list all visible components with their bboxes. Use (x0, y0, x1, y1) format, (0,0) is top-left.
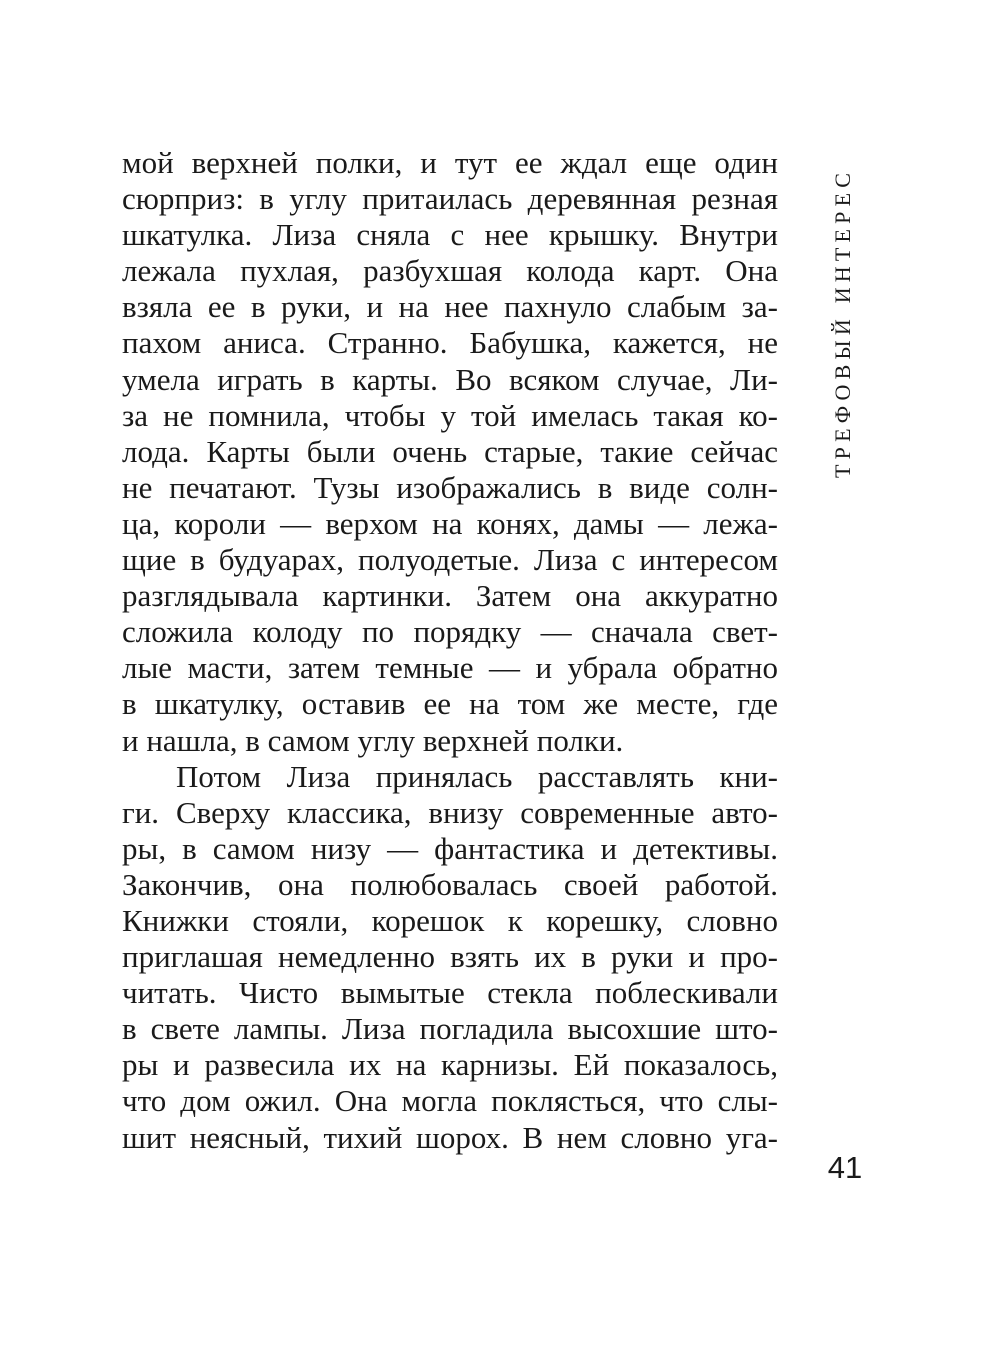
text-line: Закончив, она полюбовалась своей работой. (122, 866, 778, 902)
text-line: лода. Карты были очень старые, такие сейчас (122, 433, 778, 469)
body-text (122, 145, 778, 1156)
text-line: ги. Сверху классика, внизу современные авто- (122, 794, 778, 830)
text-line: шит неясный, тихий шорох. В нем словно уга- (122, 1119, 778, 1155)
text-line: в шкатулку, оставив ее на том же месте, где (122, 686, 778, 722)
text-line: ры, в самом низу — фантастика и детективы. (122, 830, 778, 866)
text-line: сложила колоду по порядку — сначала свет- (122, 614, 778, 650)
text-line: ца, короли — верхом на конях, дамы — лежа- (122, 505, 778, 541)
text-line: шкатулка. Лиза сняла с нее крышку. Внутри (122, 217, 778, 253)
text-line: разглядывала картинки. Затем она аккуратно (122, 578, 778, 614)
text-line: щие в будуарах, полуодетые. Лиза с интересом (122, 542, 778, 578)
text-line: и нашла, в самом углу верхней полки. (122, 722, 624, 758)
text-line: лежала пухлая, разбухшая колода карт. Она (122, 253, 778, 289)
text-line: взяла ее в руки, и на нее пахнуло слабым за- (122, 289, 778, 325)
text-line: ры и развесила их на карнизы. Ей показалось, (122, 1047, 778, 1083)
text-line: пахом аниса. Странно. Бабушка, кажется, не (122, 325, 778, 361)
text-line: Потом Лиза принялась расставлять кни- (176, 758, 778, 794)
text-line: не печатают. Тузы изображались в виде солн- (122, 469, 778, 505)
text-line: что дом ожил. Она могла поклясться, что слы- (122, 1083, 778, 1119)
running-head: ТРЕФОВЫЙ ИНТЕРЕС (830, 167, 855, 478)
text-line: мой верхней полки, и тут ее ждал еще один (122, 145, 778, 180)
text-line: за не помнила, чтобы у той имелась такая ко- (122, 397, 778, 433)
text-line: сюрприз: в углу притаилась деревянная резная (122, 181, 778, 217)
text-line: приглашая немедленно взять их в руки и про- (122, 939, 778, 975)
page-number: 41 (827, 1150, 863, 1185)
text-line: Книжки стояли, корешок к корешку, словно (122, 902, 778, 938)
text-line: лые масти, затем темные — и убрала обратно (122, 650, 778, 686)
text-line: умела играть в карты. Во всяком случае, Ли- (122, 361, 778, 397)
text-line: читать. Чисто вымытые стекла поблескивали (122, 975, 778, 1011)
text-line: в свете лампы. Лиза погладила высохшие што- (122, 1011, 778, 1047)
